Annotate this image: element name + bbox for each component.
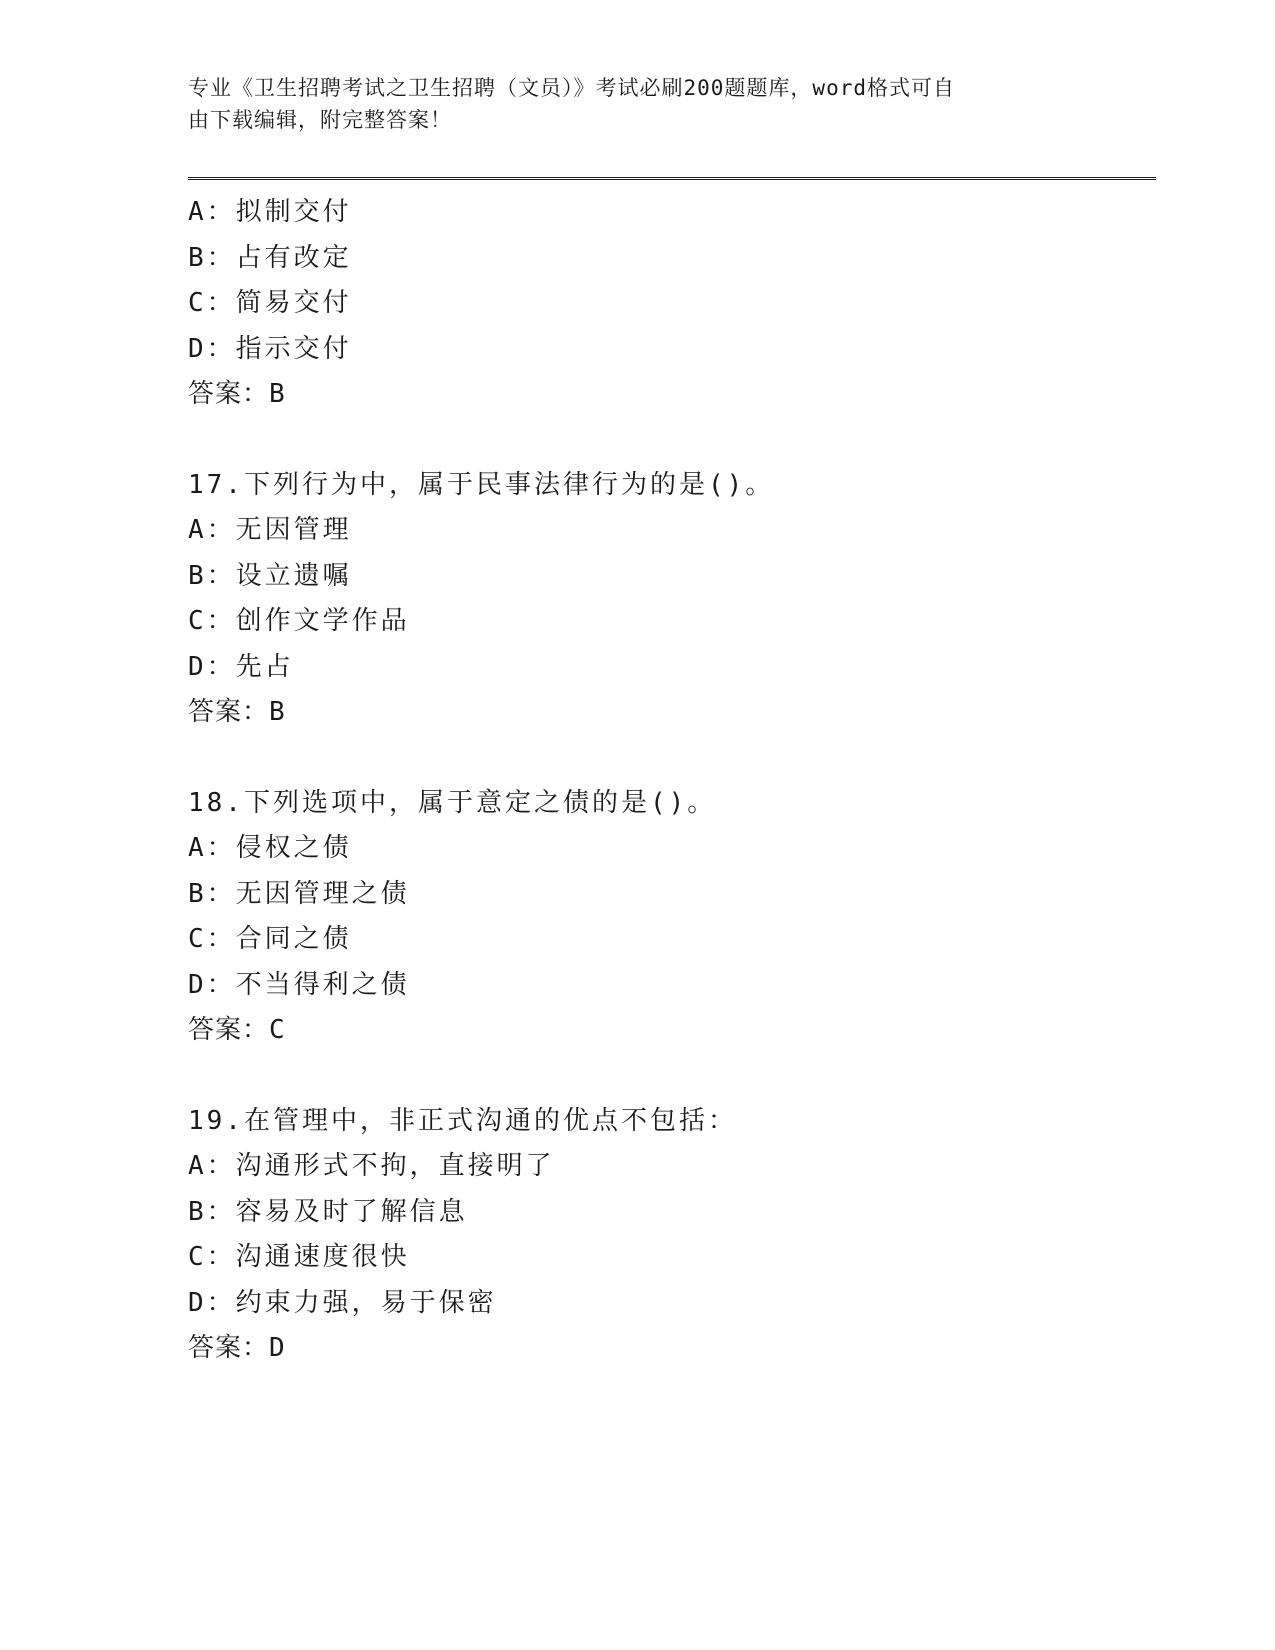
question-17 — [188, 463, 1156, 736]
option-d: D：约束力强，易于保密 — [188, 1287, 497, 1318]
option-b: B：设立遗嘱 — [188, 560, 352, 591]
option-a: A：拟制交付 — [188, 197, 352, 227]
partial-question — [188, 190, 1156, 418]
question-18 — [188, 781, 1156, 1054]
question-19 — [188, 1099, 1156, 1372]
option-a: A：侵权之债 — [188, 833, 352, 863]
option-c: C：沟通速度很快 — [188, 1242, 410, 1272]
option-b: B：容易及时了解信息 — [188, 1196, 468, 1227]
spacer — [188, 418, 1156, 463]
page-header — [188, 72, 1068, 136]
option-d: D：先占 — [188, 651, 294, 682]
answer: 答案：D — [188, 1333, 286, 1363]
header-line-1: 专业《卫生招聘考试之卫生招聘（文员）》考试必刷200题题库，word格式可自 — [188, 76, 955, 100]
question-list — [188, 190, 1156, 1372]
spacer — [188, 1054, 1156, 1099]
option-a: A：沟通形式不拘，直接明了 — [188, 1151, 555, 1181]
option-c: C：合同之债 — [188, 924, 352, 954]
option-b: B：占有改定 — [188, 242, 352, 273]
question-stem: 18.下列选项中，属于意定之债的是()。 — [188, 787, 717, 818]
option-c: C：创作文学作品 — [188, 606, 410, 636]
answer: 答案：C — [188, 1015, 286, 1045]
option-d: D：不当得利之债 — [188, 969, 410, 1000]
answer: 答案：B — [188, 697, 286, 727]
option-b: B：无因管理之债 — [188, 878, 410, 909]
option-a: A：无因管理 — [188, 515, 352, 545]
option-c: C：简易交付 — [188, 288, 352, 318]
option-d: D：指示交付 — [188, 333, 352, 364]
header-line-2: 由下载编辑，附完整答案！ — [188, 108, 452, 132]
question-stem: 17.下列行为中，属于民事法律行为的是()。 — [188, 469, 775, 500]
header-divider — [188, 177, 1156, 180]
question-stem: 19.在管理中，非正式沟通的优点不包括： — [188, 1105, 737, 1136]
answer: 答案：B — [188, 379, 286, 409]
spacer — [188, 736, 1156, 781]
